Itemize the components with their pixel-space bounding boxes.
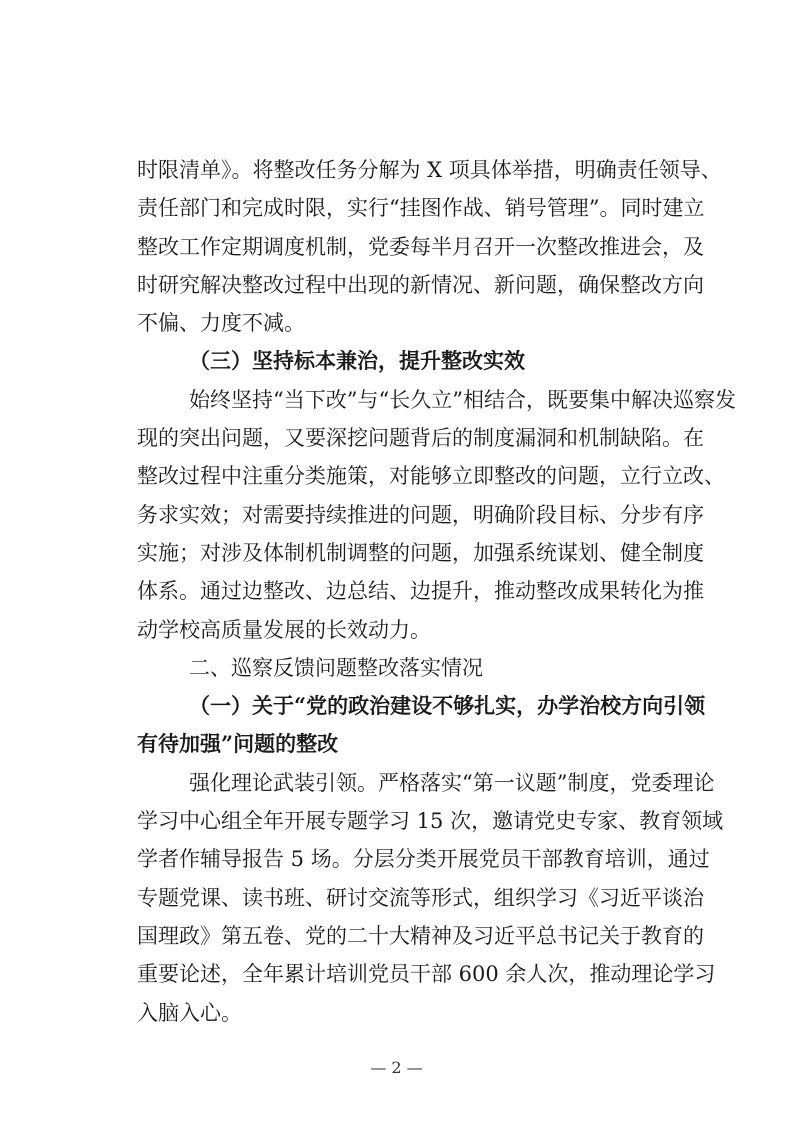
paragraph-line: 学者作辅导报告 5 场。分层分类开展党员干部教育培训，通过 [137,847,710,872]
subsection-heading-1: （一）关于“党的政治建设不够扎实，办学治校方向引领 [189,693,706,719]
subsection-heading-1-cont: 有待加强”问题的整改 [137,731,339,757]
paragraph-line: 体系。通过边整改、边总结、边提升，推动整改成果转化为推 [137,579,704,604]
paragraph-line: 实施；对涉及体制机制调整的问题，加强系统谋划、健全制度 [137,540,704,565]
paragraph-line: 专题党课、读书班、研讨交流等形式，组织学习《习近平谈治 [137,885,704,910]
paragraph-line: 强化理论武装引领。严格落实“第一议题”制度，党委理论 [189,770,715,795]
paragraph-line: 入脑入心。 [137,1000,242,1025]
paragraph-line: 动学校高质量发展的长效动力。 [137,617,431,642]
paragraph-line: 不偏、力度不减。 [137,311,305,336]
paragraph-line: 国理政》第五卷、党的二十大精神及习近平总书记关于教育的 [137,923,704,948]
paragraph-line: 务求实效；对需要持续推进的问题，明确阶段目标、分步有序 [137,502,704,527]
body-text [137,151,736,1032]
paragraph-line: 学习中心组全年开展专题学习 15 次，邀请党史专家、教育领域 [137,809,724,834]
paragraph-line: 现的突出问题，又要深挖问题背后的制度漏洞和机制缺陷。在 [137,426,704,451]
paragraph-line: 始终坚持“当下改”与“长久立”相结合，既要集中解决巡察发 [189,387,736,412]
paragraph-line: 整改工作定期调度机制，党委每半月召开一次整改推进会，及 [137,234,704,259]
section-heading-3: （三）坚持标本兼治，提升整改实效 [189,348,525,374]
paragraph-line: 责任部门和完成时限，实行“挂图作战、销号管理”。同时建立 [137,196,705,221]
paragraph-line: 重要论述，全年累计培训党员干部 600 余人次，推动理论学习 [137,962,716,987]
section-heading-2: 二、巡察反馈问题整改落实情况 [189,655,483,680]
paragraph-line: 时研究解决整改过程中出现的新情况、新问题，确保整改方向 [137,272,704,297]
paragraph-line: 时限清单》。将整改任务分解为 X 项具体举措，明确责任领导、 [137,158,722,182]
page-number: — 2 — [370,1058,423,1077]
paragraph-line: 整改过程中注重分类施策，对能够立即整改的问题，立行立改、 [137,464,725,489]
